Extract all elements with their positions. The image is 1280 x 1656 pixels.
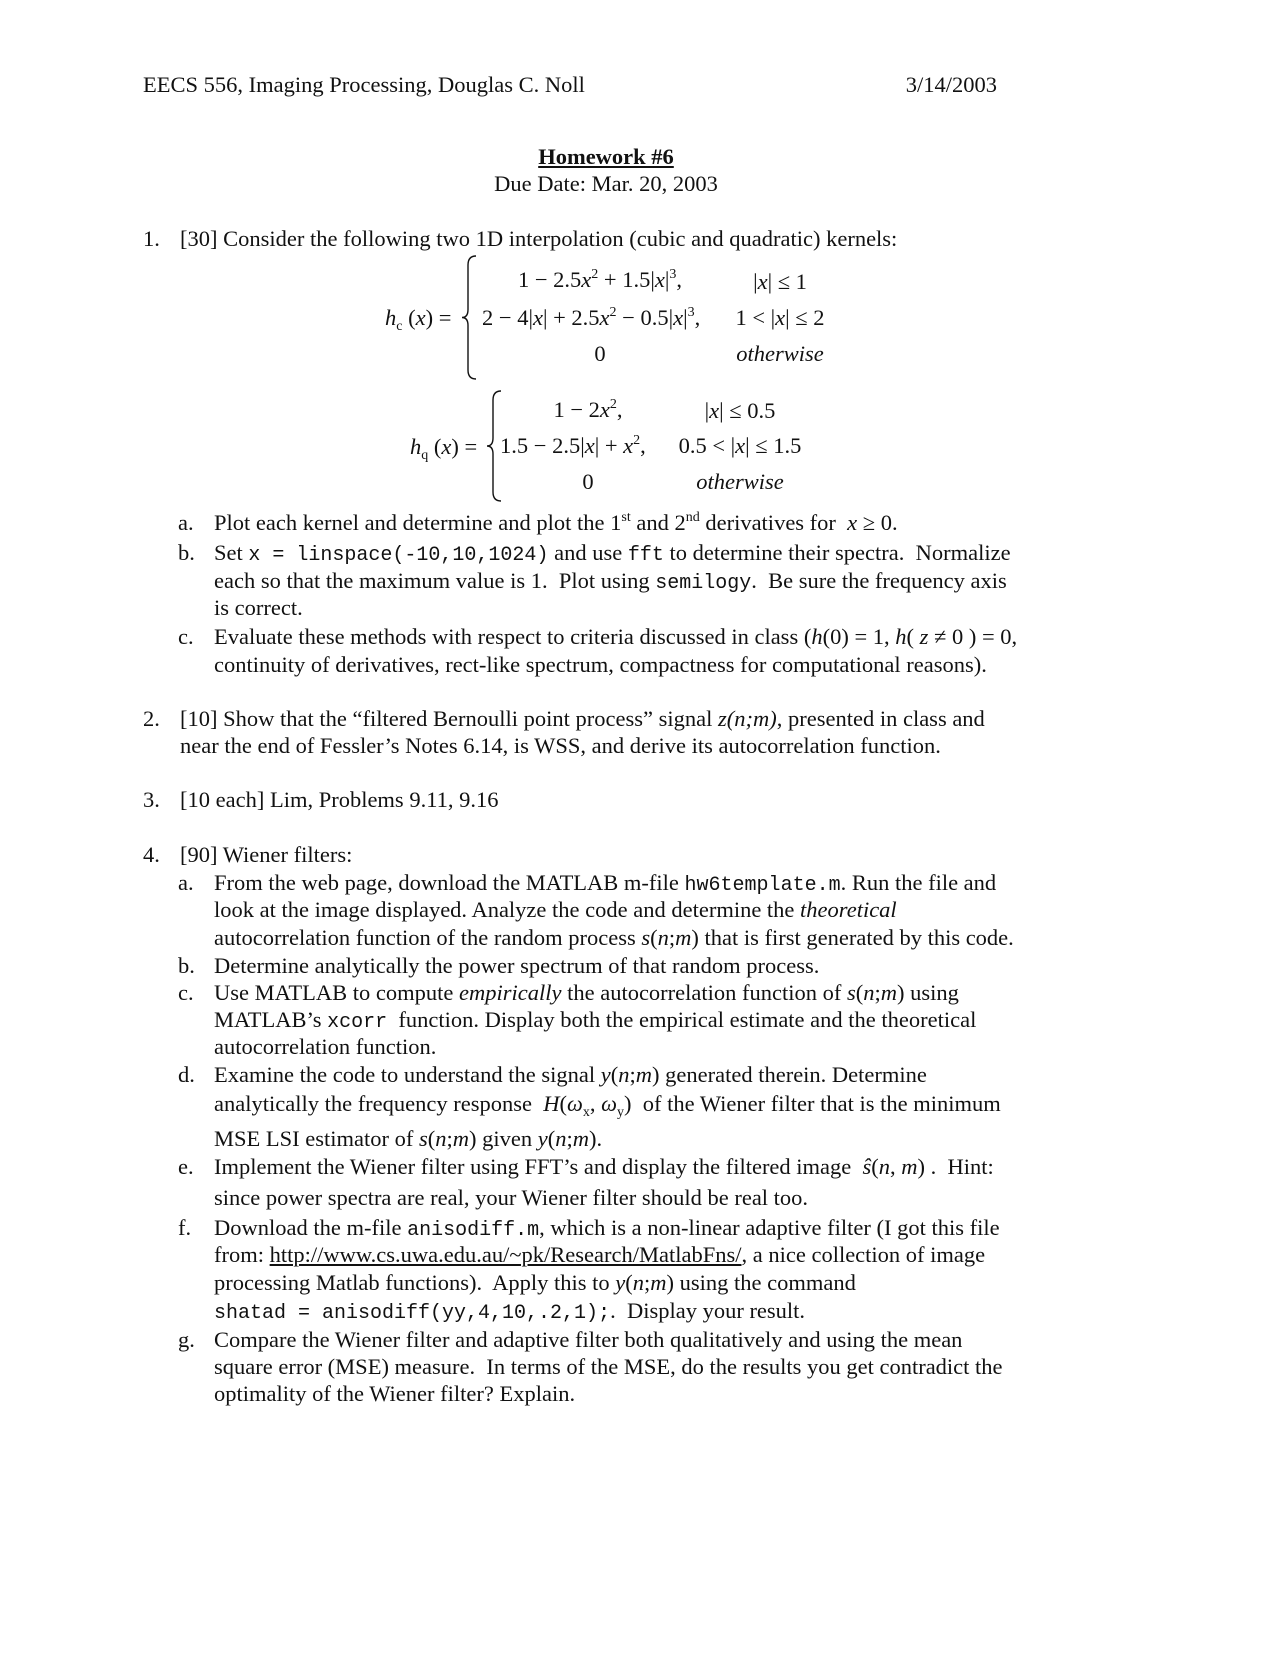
italic-text: x (673, 305, 684, 330)
text-run: , (694, 305, 701, 330)
text-run: Evaluate these methods with respect to criteria discussed in class ( (214, 624, 812, 649)
italic-text: ŝ (862, 1154, 872, 1179)
text-run: ) that is first generated by this code. (691, 925, 1014, 950)
superscript: st (621, 510, 631, 525)
italic-text: s (641, 925, 651, 950)
italic-text: x (441, 434, 452, 459)
text-run: ≥ 0. (857, 510, 898, 535)
text-run: | ≤ 1 (767, 269, 807, 294)
italic-text: x (599, 305, 610, 330)
text-run: | ≤ 2 (785, 305, 825, 330)
text-run: 0 (582, 469, 594, 494)
question-4-part-line (214, 1269, 856, 1297)
text-run: square error (MSE) measure. In terms of the MSE, do the results you get contradict the (214, 1354, 1003, 1379)
text-run: 0.5 < | (678, 433, 736, 458)
question-4-part-line (214, 952, 819, 980)
subscript: x (582, 1105, 590, 1120)
question-4-part-line (214, 1006, 976, 1034)
code-text: anisodiff.m (407, 1219, 540, 1242)
code-text: hw6template.m (684, 874, 841, 897)
text-run: ; (566, 1126, 573, 1151)
text-run: ; (446, 1126, 453, 1151)
text-run: ≠ 0 ) = 0, (928, 624, 1018, 649)
question-1-part-line (214, 539, 1011, 567)
italic-text: n (632, 1270, 644, 1295)
text-run: | ≤ 1.5 (745, 433, 802, 458)
question-1-part-label: a. (178, 510, 194, 535)
italic-text: x (735, 433, 746, 458)
hq-cond-3 (696, 468, 784, 496)
hc-row-1 (518, 266, 682, 294)
text-run: processing Matlab functions). Apply this to (214, 1270, 616, 1295)
question-4-line (180, 841, 352, 869)
superscript: nd (685, 510, 700, 525)
text-run: − 0.5| (616, 305, 674, 330)
text-run: . Display your result. (610, 1298, 806, 1323)
hq-row-1 (553, 396, 622, 424)
text-run: (0) = 1, (822, 624, 896, 649)
italic-text: x (709, 398, 720, 423)
text-run: ( (559, 1091, 567, 1116)
text-run: 2 − 4| (482, 305, 533, 330)
text-run: continuity of derivatives, rect-like spectrum, compactness for computational reasons). (214, 652, 987, 677)
text-run: ( (428, 434, 442, 459)
text-run: , (640, 433, 646, 458)
superscript: 2 (609, 305, 617, 320)
question-4-part-line (214, 1184, 808, 1212)
question-4-part-label: a. (178, 870, 194, 895)
superscript: 3 (669, 267, 677, 282)
question-4-part-line (214, 1125, 602, 1153)
text-run: ( (871, 1154, 879, 1179)
text-run: . Run the file and (840, 870, 997, 895)
italic-text: x (775, 305, 786, 330)
code-text: shatad = anisodiff(yy,4,10,.2,1); (214, 1302, 611, 1325)
hc-cond-1 (753, 268, 807, 296)
text-run: the autocorrelation function of (561, 980, 847, 1005)
italic-text: m (452, 1126, 470, 1151)
italic-text: theoretical (800, 897, 897, 922)
text-run: ) using the command (666, 1270, 856, 1295)
question-3-line (180, 786, 498, 814)
text-run: , (589, 1091, 602, 1116)
italic-text: m (880, 980, 898, 1005)
text-run: [10 each] Lim, Problems 9.11, 9.16 (180, 787, 499, 812)
question-4-part-line (214, 1090, 1001, 1118)
italic-text: h (410, 434, 422, 459)
text-run: | + (594, 433, 624, 458)
text-run: , which is a non-linear adaptive filter (I got this file (539, 1215, 1000, 1240)
text-run: , (676, 267, 683, 292)
italic-text: n (657, 925, 669, 950)
text-run: Plot each kernel and determine and plot the 1 (214, 510, 622, 535)
question-4-part-line (214, 924, 1014, 952)
text-run: Examine the code to understand the signal (214, 1062, 601, 1087)
italic-text: s (847, 980, 856, 1005)
text-run: ; (629, 1062, 636, 1087)
italic-text: y (600, 1062, 611, 1087)
text-run: analytically the frequency response (214, 1091, 544, 1116)
text-run: 1 < | (735, 305, 776, 330)
italic-text: h (811, 624, 823, 649)
hc-cond-2 (735, 304, 824, 332)
question-4-part-label: e. (178, 1154, 194, 1179)
text-run: ( (547, 1126, 556, 1151)
text-run: Use MATLAB to compute (214, 980, 459, 1005)
text-run: ) of the Wiener filter that is the minimum (624, 1091, 1001, 1116)
text-run: , a nice collection of image (741, 1242, 986, 1267)
question-4-part-line (214, 1297, 805, 1325)
question-3-number: 3. (143, 787, 160, 812)
text-run: 1 − 2 (553, 397, 600, 422)
italic-text: x (532, 305, 543, 330)
italic-text: x (847, 510, 858, 535)
text-run: | (753, 269, 758, 294)
subscript: y (617, 1105, 625, 1120)
code-text: fft (627, 544, 664, 567)
text-run: + 1.5| (598, 267, 655, 292)
text-run: ; (643, 1270, 651, 1295)
text-run: derivatives for (699, 510, 848, 535)
italic-text: x (581, 267, 592, 292)
left-brace-icon (460, 255, 480, 380)
italic-text: ω (567, 1091, 583, 1116)
italic-text: x (654, 267, 665, 292)
text-run: ) = (425, 305, 452, 330)
italic-text: m (901, 1154, 918, 1179)
text-run: [90] Wiener filters: (180, 842, 353, 867)
italic-text: empirically (458, 980, 562, 1005)
hq-row-2 (500, 432, 646, 460)
italic-text: n (435, 1126, 447, 1151)
question-4-part-line (214, 1033, 436, 1061)
text-run: , (616, 397, 623, 422)
italic-text: x (415, 305, 426, 330)
text-run: each so that the maximum value is 1. Plot using (214, 568, 656, 593)
text-run: since power spectra are real, your Wiener filter should be real too. (214, 1185, 809, 1210)
text-run: ( (625, 1270, 633, 1295)
question-4-part-line (214, 1153, 994, 1181)
text-run: to determine their spectra. Normalize (663, 540, 1011, 565)
text-run: [30] Consider the following two 1D interpolation (cubic and quadratic) kernels: (180, 226, 898, 251)
due-date: Due Date: Mar. 20, 2003 (494, 171, 718, 196)
superscript: 3 (687, 305, 695, 320)
hc-row-3 (594, 340, 605, 368)
question-4-part-line (214, 979, 959, 1007)
question-4-part-line (214, 1380, 575, 1408)
italic-text: h (895, 624, 907, 649)
text-run: ( (402, 305, 416, 330)
text-run: Download the m-file (214, 1215, 408, 1240)
text-run: Determine analytically the power spectrum of that random process. (214, 953, 820, 978)
italic-text: H (543, 1091, 560, 1116)
question-4-part-label: f. (178, 1215, 192, 1240)
text-run: , (890, 1154, 902, 1179)
text-run: near the end of Fessler’s Notes 6.14, is WSS, and derive its autocorrelation function. (180, 733, 941, 758)
text-run: Compare the Wiener filter and adaptive filter both qualitatively and using the mean (214, 1327, 963, 1352)
question-1-part-line (214, 509, 898, 537)
italic-text: n (555, 1126, 567, 1151)
question-1-part-label: c. (178, 624, 194, 649)
italic-text: n (878, 1154, 891, 1179)
question-4-part-line (214, 1353, 1003, 1381)
question-4-part-label: b. (178, 953, 195, 978)
subscript: c (396, 319, 403, 334)
italic-text: z (919, 624, 929, 649)
superscript: 2 (591, 267, 599, 282)
text-run: ( (610, 1062, 619, 1087)
italic-text: x (599, 397, 610, 422)
hq-cond-2 (679, 432, 802, 460)
hc-lhs (385, 304, 451, 332)
text-run: and 2 (630, 510, 686, 535)
italic-text: otherwise (736, 341, 824, 366)
subscript: q (421, 448, 429, 463)
code-text: xcorr (327, 1011, 388, 1034)
hc-row-2 (482, 304, 700, 332)
italic-text: n (863, 980, 875, 1005)
question-2-line (180, 705, 985, 733)
text-run: MATLAB’s (214, 1007, 328, 1032)
hq-cond-1 (705, 397, 776, 425)
code-text: x = linspace(-10,10,1024) (248, 544, 549, 567)
text-run: ) generated therein. Determine (652, 1062, 927, 1087)
italic-text: x (584, 433, 595, 458)
italic-text: n (618, 1062, 630, 1087)
text-run: and use (548, 540, 628, 565)
text-run: optimality of the Wiener filter? Explain. (214, 1381, 576, 1406)
text-run: MSE LSI estimator of (214, 1126, 419, 1151)
text-run: ) using (897, 980, 959, 1005)
question-4-part-line (214, 1214, 1000, 1242)
text-run: Set (214, 540, 249, 565)
hq-row-3 (582, 468, 593, 496)
italic-text: y (615, 1270, 626, 1295)
link[interactable]: http://www.cs.uwa.edu.au/~pk/Research/MatlabFns/ (269, 1242, 742, 1267)
hc-cond-3 (736, 340, 824, 368)
question-4-part-line (214, 869, 996, 897)
question-1-part-line (214, 594, 303, 622)
text-run: 1 − 2.5 (517, 267, 582, 292)
text-run: | (664, 267, 670, 292)
question-4-part-label: c. (178, 980, 194, 1005)
text-run: | (683, 305, 688, 330)
question-1-part-line (214, 623, 1017, 651)
text-run: from: (214, 1242, 270, 1267)
text-run: ) given (469, 1126, 538, 1151)
question-4-part-label: g. (178, 1327, 195, 1352)
italic-text: m (650, 1270, 667, 1295)
superscript: 2 (633, 433, 641, 448)
hq-lhs (410, 433, 477, 461)
header-course: EECS 556, Imaging Processing, Douglas C. Noll (143, 72, 585, 97)
header-date: 3/14/2003 (905, 72, 997, 97)
text-run: . Be sure the frequency axis (751, 568, 1007, 593)
text-run: | + 2.5 (542, 305, 600, 330)
question-1-part-line (214, 567, 1007, 595)
text-run: ( (855, 980, 864, 1005)
question-1-part-line (214, 651, 987, 679)
italic-text: m (635, 1062, 653, 1087)
question-4-part-line (214, 896, 897, 924)
homework-title: Homework #6 (538, 144, 674, 169)
text-run: Implement the Wiener filter using FFT’s and display the filtered image (214, 1154, 863, 1179)
question-4-part-line (214, 1326, 962, 1354)
italic-text: y (537, 1126, 548, 1151)
text-run: autocorrelation function of the random process (214, 925, 642, 950)
italic-text: s (418, 1126, 428, 1151)
italic-text: z(n;m) (718, 706, 777, 731)
text-run: is correct. (214, 595, 303, 620)
italic-text: ω (601, 1091, 618, 1116)
italic-text: h (385, 305, 397, 330)
text-run: ; (668, 925, 676, 950)
italic-text: x (757, 269, 768, 294)
italic-text: x (623, 433, 634, 458)
text-run: 0 (594, 341, 606, 366)
superscript: 2 (609, 397, 617, 412)
text-run: | (704, 398, 710, 423)
text-run: ; (874, 980, 881, 1005)
question-4-part-line (214, 1061, 927, 1089)
text-run: ( (427, 1126, 436, 1151)
text-run: function. Display both the empirical estimate and the theoretical (387, 1007, 977, 1032)
question-4-part-label: d. (178, 1062, 195, 1087)
text-run: 1.5 − 2.5| (500, 433, 585, 458)
text-run: autocorrelation function. (214, 1034, 437, 1059)
question-4-part-line (214, 1241, 985, 1269)
question-1-part-label: b. (178, 540, 195, 565)
text-run: | ≤ 0.5 (719, 398, 776, 423)
question-1-number: 1. (143, 226, 160, 251)
text-run: ). (589, 1126, 603, 1151)
text-run: look at the image displayed. Analyze the code and determine the (214, 897, 801, 922)
question-2-number: 2. (143, 706, 160, 731)
text-run: ( (906, 624, 920, 649)
italic-text: otherwise (696, 469, 784, 494)
italic-text: m (675, 925, 692, 950)
code-text: semilogy (655, 572, 752, 595)
text-run: From the web page, download the MATLAB m-file (214, 870, 685, 895)
question-1-line (180, 225, 897, 253)
question-4-number: 4. (143, 842, 160, 867)
question-2-line (180, 732, 941, 760)
text-run: ( (650, 925, 658, 950)
text-run: [10] Show that the “filtered Bernoulli point process” signal (180, 706, 719, 731)
text-run: ) . Hint: (917, 1154, 994, 1179)
text-run: ) = (451, 434, 478, 459)
text-run: , presented in class and (776, 706, 985, 731)
italic-text: m (572, 1126, 590, 1151)
